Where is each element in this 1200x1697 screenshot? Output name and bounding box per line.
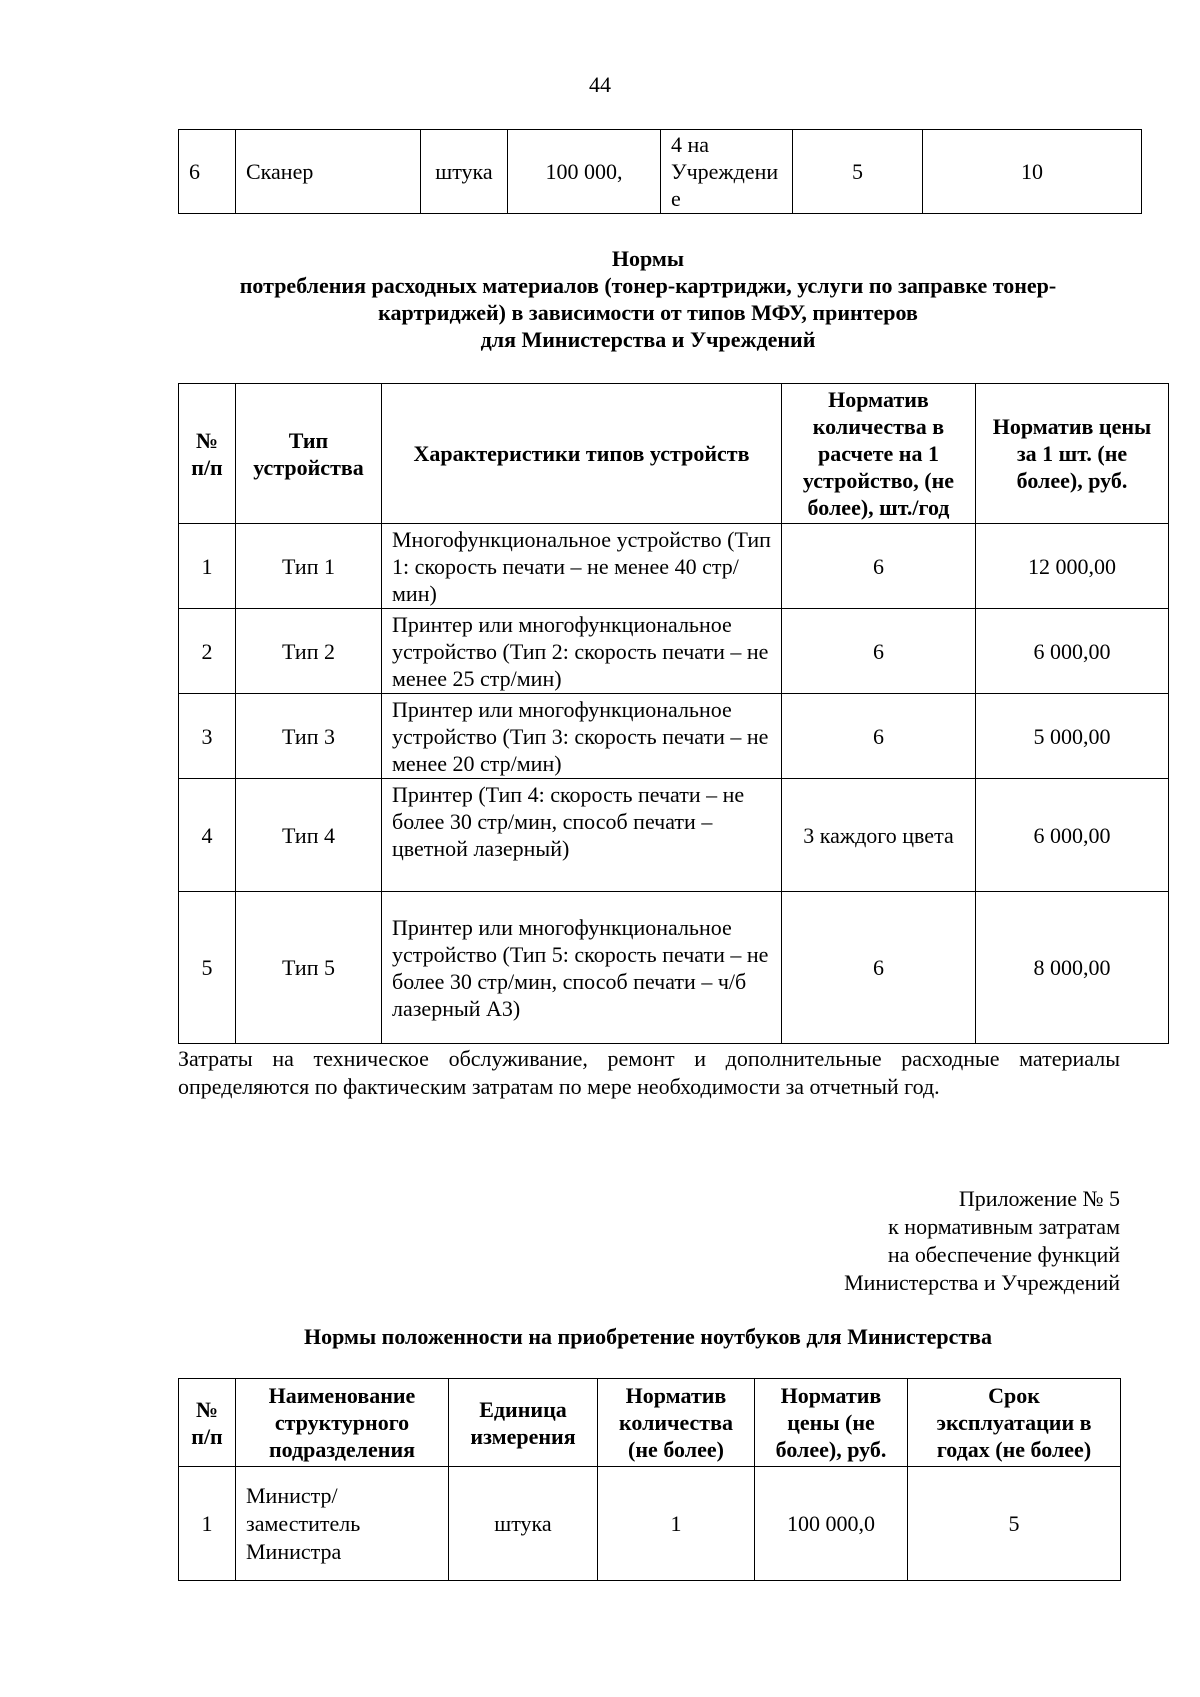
header-row [179,1379,1121,1467]
row-qty: 6 [782,609,976,694]
row-price: 12 000,00 [976,524,1169,609]
row-type: Тип 1 [236,524,382,609]
row-price: 6 000,00 [976,609,1169,694]
header-qty: Норматив количества (не более) [598,1379,755,1467]
header-qty: Норматив количества в расчете на 1 устройство, (не более), шт./год [782,384,976,524]
row-chars: Принтер или многофункциональное устройство (Тип 2: скорость печати – не менее 25 стр/мин) [382,609,782,694]
header-type: Тип устройства [236,384,382,524]
row-num: 6 [179,130,236,214]
row-price: 100 000,0 [755,1467,908,1581]
row-qty: 6 [782,524,976,609]
appendix-header: Приложение № 5 к нормативным затратам на обеспечение функций Министерства и Учреждений [844,1186,1120,1295]
row-type: Тип 5 [236,892,382,1044]
header-row [179,384,1169,524]
section2-title: Нормы положенности на приобретение ноутбуков для Министерства [303,1324,993,1349]
table-row [179,609,1169,694]
row-qty: 6 [782,892,976,1044]
row-chars: Принтер или многофункциональное устройство (Тип 5: скорость печати – не более 30 стр/мин, способ печати – ч/б лазерный А3) [382,892,782,1044]
costs-note: Затраты на техническое обслуживание, ремонт и дополнительные расходные материалы определяются по фактическим затратам по мере необходимости за отчетный год. [178,1046,1120,1099]
row-term: 5 [908,1467,1121,1581]
cartridge-norms-table [178,383,1169,1044]
header-chars: Характеристики типов устройств [382,384,782,524]
table-row [179,694,1169,779]
table-row [179,130,1142,214]
row-qty: 4 на Учреждени е [661,130,793,214]
row-term: 5 [793,130,923,214]
header-price: Норматив цены (не более), руб. [755,1379,908,1467]
row-name: Сканер [236,130,421,214]
table-row [179,779,1169,892]
row-num: 3 [179,694,236,779]
header-dept: Наименование структурного подразделения [236,1379,449,1467]
row-qty: 3 каждого цвета [782,779,976,892]
row-num: 2 [179,609,236,694]
header-term: Срок эксплуатации в годах (не более) [908,1379,1121,1467]
row-qty: 6 [782,694,976,779]
row-type: Тип 4 [236,779,382,892]
header-num: № п/п [179,384,236,524]
row-price: 100 000, [508,130,661,214]
row-chars: Принтер (Тип 4: скорость печати – не более 30 стр/мин, способ печати – цветной лазерный) [382,779,782,892]
header-num: № п/п [179,1379,236,1467]
row-type: Тип 3 [236,694,382,779]
row-price: 6 000,00 [976,779,1169,892]
row-unit: штука [421,130,508,214]
row-num: 4 [179,779,236,892]
laptop-norms-table [178,1378,1121,1581]
row-num: 1 [179,1467,236,1581]
row-num: 1 [179,524,236,609]
row-price: 5 000,00 [976,694,1169,779]
header-unit: Единица измерения [449,1379,598,1467]
row-dept: Министр/ заместитель Министра [236,1467,449,1581]
row-chars: Многофункциональное устройство (Тип 1: скорость печати – не менее 40 стр/мин) [382,524,782,609]
row-years: 10 [923,130,1142,214]
scanner-table [178,129,1142,214]
row-qty: 1 [598,1467,755,1581]
row-unit: штука [449,1467,598,1581]
header-price: Норматив цены за 1 шт. (не более), руб. [976,384,1169,524]
row-chars: Принтер или многофункциональное устройство (Тип 3: скорость печати – не менее 20 стр/мин) [382,694,782,779]
table-row [179,892,1169,1044]
row-num: 5 [179,892,236,1044]
table-row [179,524,1169,609]
page-number: 44 [589,72,611,97]
table-row [179,1467,1121,1581]
row-price: 8 000,00 [976,892,1169,1044]
row-type: Тип 2 [236,609,382,694]
section1-title: Нормы потребления расходных материалов (тонер-картриджи, услуги по заправке тонер- картриджей) в зависимости от типов МФУ, принтеров для Министерства и Учреждений [239,246,1057,352]
